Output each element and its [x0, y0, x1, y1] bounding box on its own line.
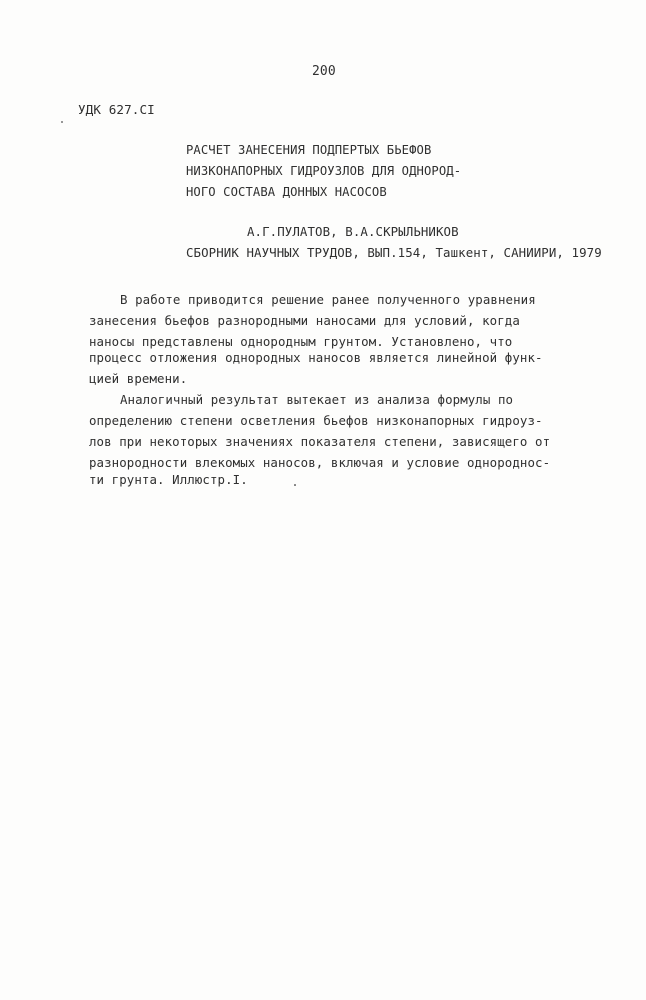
page-number: 200 [312, 64, 336, 79]
abstract-line-9: разнородности влекомых наносов, включая и условие однороднос- [89, 455, 551, 470]
paper-speck [294, 484, 296, 486]
title-line-2: НИЗКОНАПОРНЫХ ГИДРОУЗЛОВ ДЛЯ ОДНОРОД- [186, 164, 462, 178]
abstract-line-3: наносы представлены однородным грунтом. Установлено, что [89, 334, 513, 349]
abstract-line-5: цией времени. [89, 371, 188, 386]
udc-code: УДК 627.СI [78, 102, 155, 117]
abstract-line-1: В работе приводится решение ранее полученного уравнения [120, 292, 536, 307]
abstract-line-7: определению степени осветления бьефов низконапорных гидроуз- [89, 413, 543, 428]
source-citation: СБОРНИК НАУЧНЫХ ТРУДОВ, ВЫП.154, Ташкент, САНИИРИ, 1979 [186, 245, 602, 260]
authors: А.Г.ПУЛАТОВ, В.А.СКРЫЛЬНИКОВ [247, 224, 459, 239]
abstract-line-8: лов при некоторых значениях показателя степени, зависящего от [89, 434, 551, 449]
title-line-1: РАСЧЕТ ЗАНЕСЕНИЯ ПОДПЕРТЫХ БЬЕФОВ [186, 143, 432, 157]
abstract-line-10: ти грунта. Иллюстр.I. [89, 472, 248, 487]
paper-speck [61, 121, 63, 123]
title-line-3: НОГО СОСТАВА ДОННЫХ НАСОСОВ [186, 185, 387, 199]
abstract-line-2: занесения бьефов разнородными наносами для условий, когда [89, 313, 520, 328]
abstract-line-4: процесс отложения однородных наносов является линейной функ- [89, 350, 543, 365]
abstract-line-6: Аналогичный результат вытекает из анализа формулы по [120, 392, 514, 407]
